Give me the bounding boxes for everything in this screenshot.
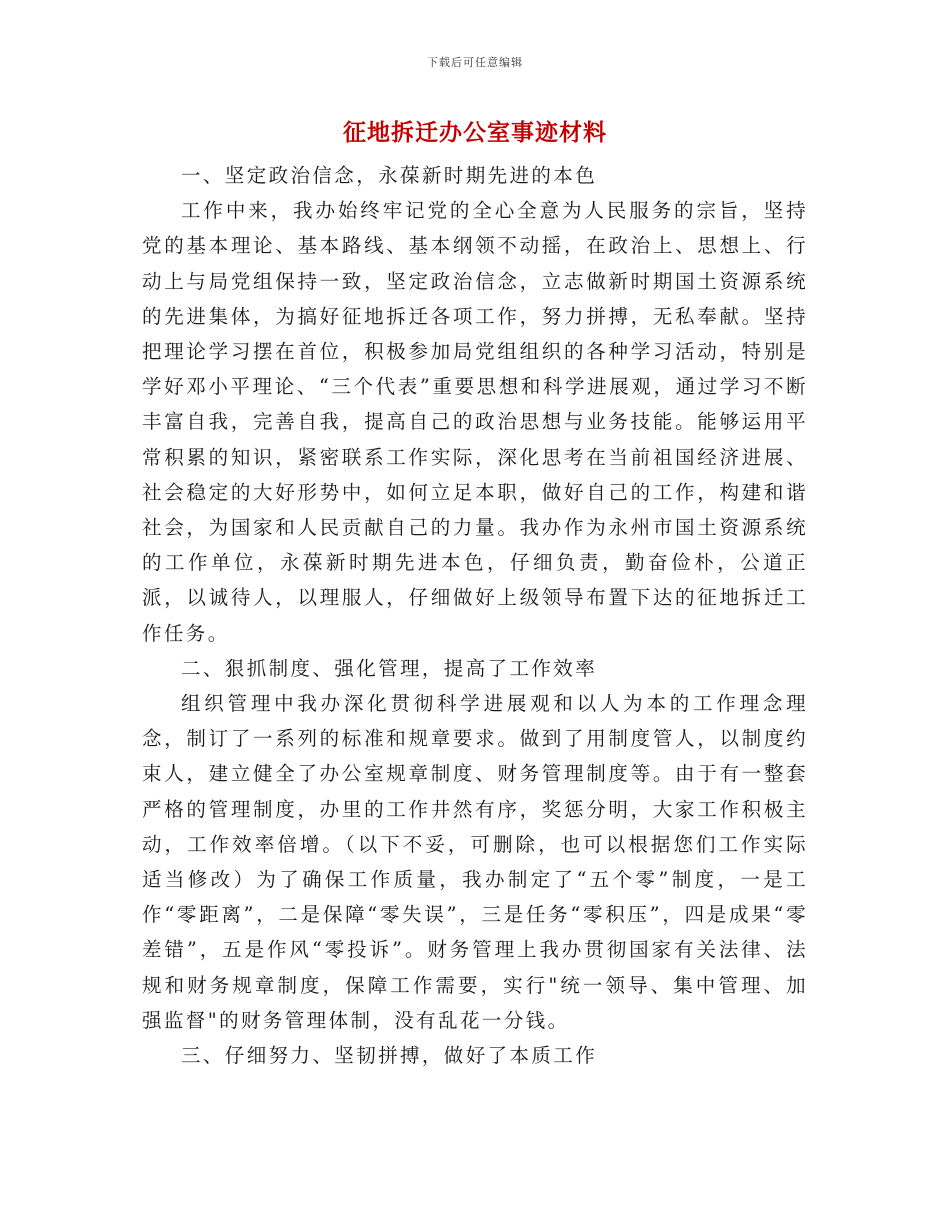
document-body: [142, 158, 808, 1073]
page-header-note: 下载后可任意编辑: [427, 56, 523, 69]
document-title: 征地拆迁办公室事迹材料: [343, 119, 607, 146]
section-3-heading: 三、仔细努力、坚韧拼搏，做好了本质工作: [181, 1044, 598, 1068]
section-2-paragraph: 组织管理中我办深化贯彻科学进展观和以人为本的工作理念理念，制订了一系列的标准和规章要求。做到了用制度管人，以制度约束人，建立健全了办公室规章制度、财务管理制度等。由于有一整套严格的管理制度，办里的工作井然有序，奖惩分明，大家工作积极主动，工作效率倍增。（以下不妥，可删除，也可以根据您们工作实际适当修改）为了确保工作质量，我办制定了“五个零”制度，一是工作“零距离”，二是保障“零失误”，三是任务“零积压”，四是成果“零差错”，五是作风“零投诉”。财务管理上我办贯彻国家有关法律、法规和财务规章制度，保障工作需要，实行"统一领导、集中管理、加强监督"的财务管理体制，没有乱花一分钱。: [142, 692, 808, 1032]
section-1-paragraph: 工作中来，我办始终牢记党的全心全意为人民服务的宗旨，坚持党的基本理论、基本路线、基本纲领不动摇，在政治上、思想上、行动上与局党组保持一致，坚定政治信念，立志做新时期国土资源系统的先进集体，为搞好征地拆迁各项工作，努力拼搏，无私奉献。坚持把理论学习摆在首位，积极参加局党组组织的各种学习活动，特别是学好邓小平理论、“三个代表”重要思想和科学进展观，通过学习不断丰富自我，完善自我，提高自己的政治思想与业务技能。能够运用平常积累的知识，紧密联系工作实际，深化思考在当前祖国经济进展、社会稳定的大好形势中，如何立足本职，做好自己的工作，构建和谐社会，为国家和人民贡献自己的力量。我办作为永州市国土资源系统的工作单位，永葆新时期先进本色，仔细负责，勤奋俭朴，公道正派，以诚待人，以理服人，仔细做好上级领导布置下达的征地拆迁工作任务。: [142, 199, 808, 645]
section-2-heading: 二、狠抓制度、强化管理，提高了工作效率: [181, 656, 598, 680]
section-1-heading: 一、坚定政治信念，永葆新时期先进的本色: [181, 164, 598, 187]
